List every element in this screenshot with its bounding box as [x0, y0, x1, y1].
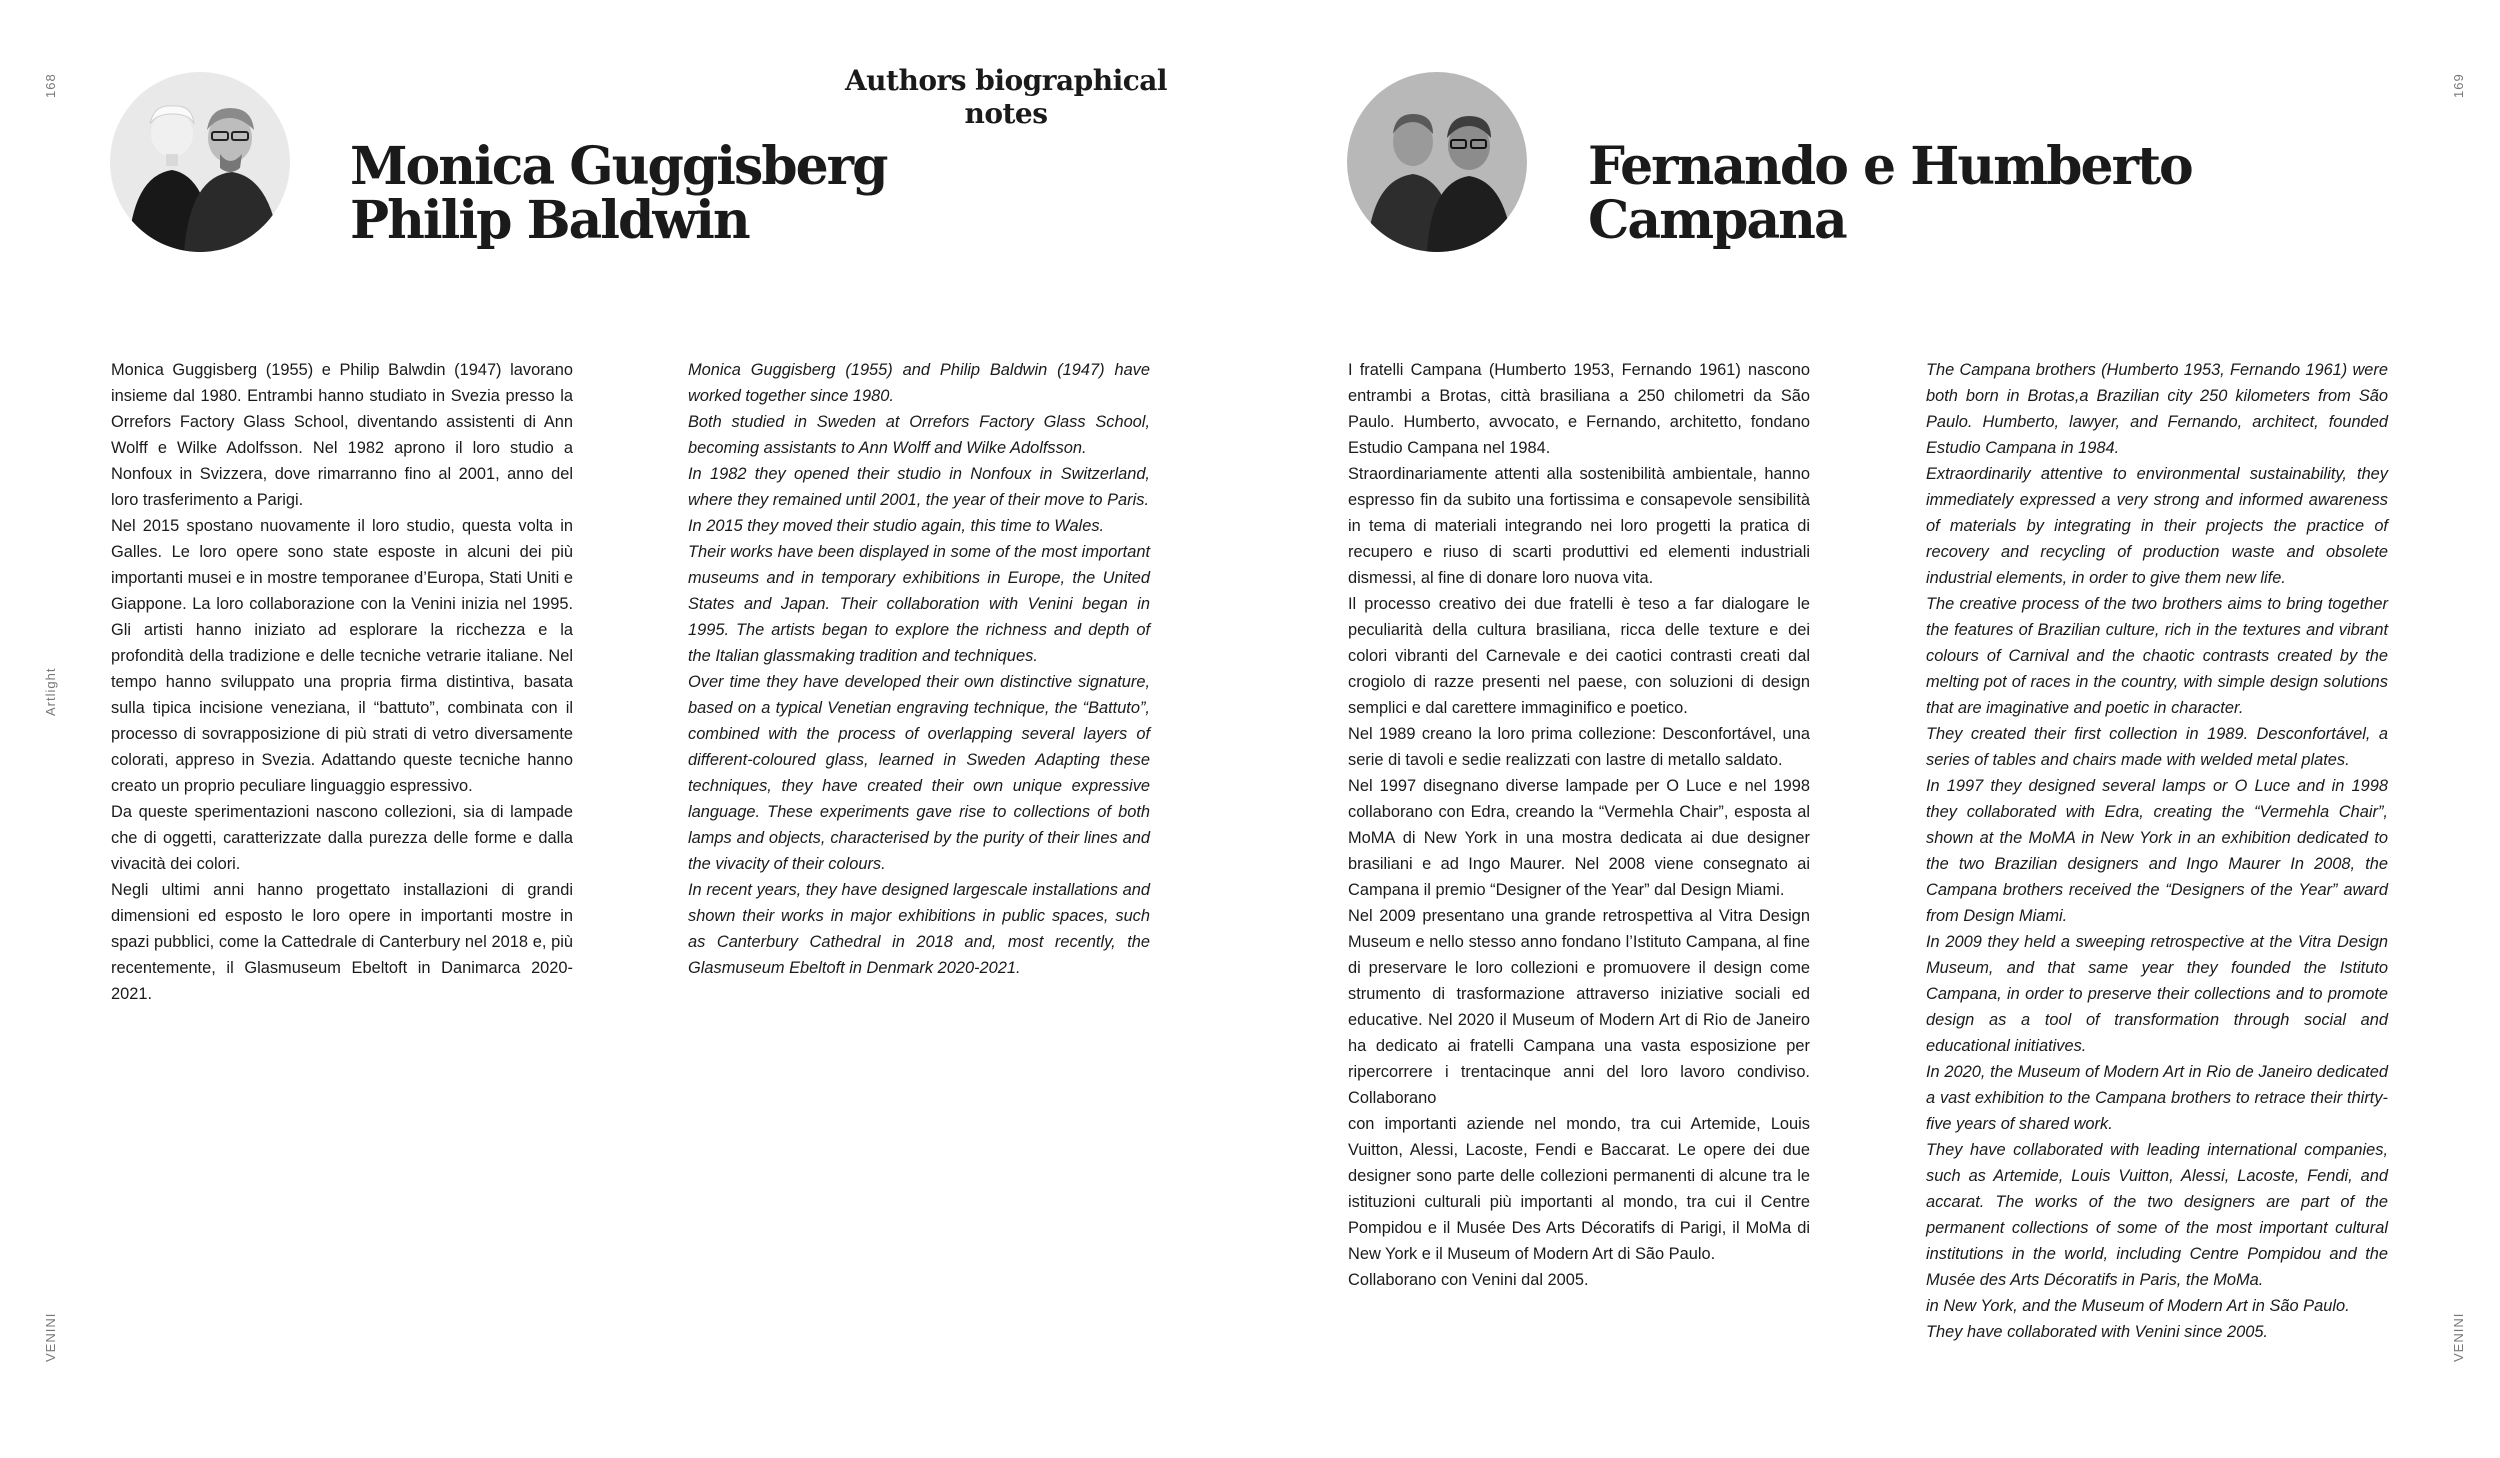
- paragraph: In 2015 they moved their studio again, this time to Wales.: [688, 517, 1105, 535]
- side-label-venini-left: VENINI: [43, 1312, 58, 1362]
- author-name-guggisberg-baldwin: [350, 136, 887, 251]
- paragraph: Their works have been displayed in some of the most important museums and in temporary exhibitions in Europe, the United States and Japan. Their collaboration with Venini began in 1995. The artists began to explore the richness and depth of the Italian glassmaking tradition and techniques.: [688, 543, 1150, 665]
- bio-campana-english: [1926, 357, 2388, 1345]
- portrait-campana-brothers: [1347, 72, 1527, 252]
- paragraph: Monica Guggisberg (1955) and Philip Baldwin (1947) have worked together since 1980.: [688, 361, 1150, 405]
- paragraph: con importanti aziende nel mondo, tra cui Artemide, Louis Vuitton, Alessi, Lacoste, Fendi e Baccarat. Le opere dei due designer sono parte delle collezioni permanenti di alcune tra le istituzioni culturali più importanti al mondo, tra cui il Centre Pompidou e il Musée Des Arts Décoratifs di Parigi, il MoMa di New York e il Museum of Modern Art di São Paulo.: [1348, 1115, 1810, 1263]
- paragraph: Collaborano con Venini dal 2005.: [1348, 1271, 1589, 1289]
- page-number-left: 168: [43, 73, 58, 98]
- paragraph: Il processo creativo dei due fratelli è teso a far dialogare le peculiarità della cultura brasiliana, ricca delle texture e dei colori vibranti del Carnevale e dei caotici contrasti creati dal crogiolo di razze presenti nel paese, con soluzioni di design semplici e dal carettere immaginifico e poetico.: [1348, 595, 1810, 717]
- side-label-artlight: Artlight: [43, 667, 58, 716]
- paragraph: Over time they have developed their own distinctive signature, based on a typical Venetian engraving technique, the “Battuto”, combined with the process of overlapping several layers of different-coloured glass, learned in Sweden Adapting these techniques, they have created their own unique expressive language. These experiments gave rise to collections of both lamps and objects, characterised by the purity of their lines and the vivacity of their colours.: [688, 673, 1150, 873]
- paragraph: in New York, and the Museum of Modern Art in São Paulo.: [1926, 1297, 2350, 1315]
- paragraph: Negli ultimi anni hanno progettato installazioni di grandi dimensioni ed esposto le loro opere in importanti mostre in spazi pubblici, come la Cattedrale di Canterbury nel 2018 e, più recentemente, il Glasmuseum Ebeltoft in Danimarca 2020-2021.: [111, 881, 573, 1003]
- portrait-guggisberg-baldwin: [110, 72, 290, 252]
- side-label-venini-right: VENINI: [2451, 1312, 2466, 1362]
- bio-guggisberg-italian: [111, 357, 573, 1007]
- paragraph: Nel 1997 disegnano diverse lampade per O Luce e nel 1998 collaborano con Edra, creando la “Vermehla Chair”, esposta al MoMA di New York in una mostra dedicata ai due designer brasiliani e ad Ingo Maurer. Nel 2008 viene consegnato ai Campana il premio “Designer of the Year” dal Design Miami.: [1348, 777, 1810, 899]
- page-number-right: 169: [2451, 73, 2466, 98]
- paragraph: They have collaborated with leading international companies, such as Artemide, Louis Vuitton, Alessi, Lacoste, Fendi, and accarat. The works of the two designers are part of the permanent collections of some of the most important cultural institutions in the world, including Centre Pompidou and the Musée des Arts Décoratifs in Paris, the MoMa.: [1926, 1141, 2388, 1289]
- name-line-2: Campana: [1588, 190, 1846, 251]
- paragraph: They created their first collection in 1989. Desconfortável, a series of tables and chairs made with welded metal plates.: [1926, 725, 2388, 769]
- name-line-2: Philip Baldwin: [350, 190, 749, 251]
- paragraph: Da queste sperimentazioni nascono collezioni, sia di lampade che di oggetti, caratterizzate dalla purezza delle forme e dalla vivacità dei colori.: [111, 803, 573, 873]
- paragraph: In 2020, the Museum of Modern Art in Rio de Janeiro dedicated a vast exhibition to the Campana brothers to retrace their thirty-five years of shared work.: [1926, 1063, 2388, 1133]
- paragraph: Nel 1989 creano la loro prima collezione: Desconfortável, una serie di tavoli e sedie realizzati con lastre di metallo saldato.: [1348, 725, 1810, 769]
- paragraph: Straordinariamente attenti alla sostenibilità ambientale, hanno espresso fin da subito una fortissima e consapevole sensibilità in tema di materiali integrando nei loro progetti la pratica di recupero e riuso di scarti produttivi ed elementi industriali dismessi, al fine di donare loro nuova vita.: [1348, 465, 1810, 587]
- author-name-campana: [1588, 136, 2192, 251]
- paragraph: Monica Guggisberg (1955) e Philip Balwdin (1947) lavorano insieme dal 1980. Entrambi hanno studiato in Svezia presso la Orrefors Factory Glass School, diventando assistenti di Ann Wolff e Wilke Adolfsson. Nel 1982 aprono il loro studio a Nonfoux in Svizzera, dove rimarranno fino al 2001, anno del loro trasferimento a Parigi.: [111, 361, 573, 509]
- paragraph: In 1997 they designed several lamps or O Luce and in 1998 they collaborated with Edra, creating the “Vermehla Chair”, shown at the MoMA in New York in an exhibition dedicated to the two Brazilian designers and Ingo Maurer In 2008, the Campana brothers received the “Designers of the Year” award from Design Miami.: [1926, 777, 2388, 925]
- paragraph: In 1982 they opened their studio in Nonfoux in Switzerland, where they remained until 2001, the year of their move to Paris.: [688, 465, 1150, 509]
- bio-guggisberg-english: [688, 357, 1150, 981]
- paragraph: In recent years, they have designed largescale installations and shown their works in major exhibitions in public spaces, such as Canterbury Cathedral in 2018 and, most recently, the Glasmuseum Ebeltoft in Denmark 2020-2021.: [688, 881, 1150, 977]
- paragraph: The creative process of the two brothers aims to bring together the features of Brazilian culture, rich in the textures and vibrant colours of Carnival and the chaotic contrasts created by the melting pot of races in the country, with simple design solutions that are imaginative and poetic in character.: [1926, 595, 2388, 717]
- paragraph: Nel 2009 presentano una grande retrospettiva al Vitra Design Museum e nello stesso anno fondano l’Istituto Campana, al fine di preservare le loro collezioni e promuovere il design come strumento di trasformazione attraverso iniziative sociali ed educative. Nel 2020 il Museum of Modern Art di Rio de Janeiro ha dedicato ai fratelli Campana una vasta esposizione per ripercorrere i trentacinque anni del loro lavoro condiviso. Collaborano: [1348, 907, 1810, 1107]
- name-line-1: Fernando e Humberto: [1588, 136, 2192, 197]
- paragraph: Extraordinarily attentive to environmental sustainability, they immediately expressed a very strong and informed awareness of materials by integrating in their projects the practice of recovery and recycling of production waste and obsolete industrial elements, in order to give them new life.: [1926, 465, 2388, 587]
- paragraph: Both studied in Sweden at Orrefors Factory Glass School, becoming assistants to Ann Wolff and Wilke Adolfsson.: [688, 413, 1150, 457]
- paragraph: In 2009 they held a sweeping retrospective at the Vitra Design Museum, and that same year they founded the Istituto Campana, in order to preserve their collections and to promote design as a tool of transformation through social and educational initiatives.: [1926, 933, 2388, 1055]
- paragraph: The Campana brothers (Humberto 1953, Fernando 1961) were both born in Brotas,a Brazilian city 250 kilometers from São Paulo. Humberto, lawyer, and Fernando, architect, founded Estudio Campana in 1984.: [1926, 361, 2388, 457]
- section-title: Authors biographical notes: [844, 64, 1168, 130]
- bio-campana-italian: [1348, 357, 1810, 1293]
- paragraph: Nel 2015 spostano nuovamente il loro studio, questa volta in Galles. Le loro opere sono state esposte in alcuni dei più importanti musei e in mostre temporanee d’Europa, Stati Uniti e Giappone. La loro collaborazione con la Venini inizia nel 1995. Gli artisti hanno iniziato ad esplorare la ricchezza e la profondità della tradizione e delle tecniche vetrarie italiane. Nel tempo hanno sviluppato una propria firma distintiva, basata sulla tipica incisione veneziana, il “battuto”, combinata con il processo di sovrapposizione di più strati di vetro diversamente colorati, appreso in Svezia. Adattando queste tecniche hanno creato un proprio peculiare linguaggio espressivo.: [111, 517, 573, 795]
- paragraph: I fratelli Campana (Humberto 1953, Fernando 1961) nascono entrambi a Brotas, città brasiliana a 250 chilometri da São Paulo. Humberto, avvocato, e Fernando, architetto, fondano Estudio Campana nel 1984.: [1348, 361, 1810, 457]
- name-line-1: Monica Guggisberg: [350, 136, 887, 197]
- paragraph: They have collaborated with Venini since 2005.: [1926, 1323, 2268, 1341]
